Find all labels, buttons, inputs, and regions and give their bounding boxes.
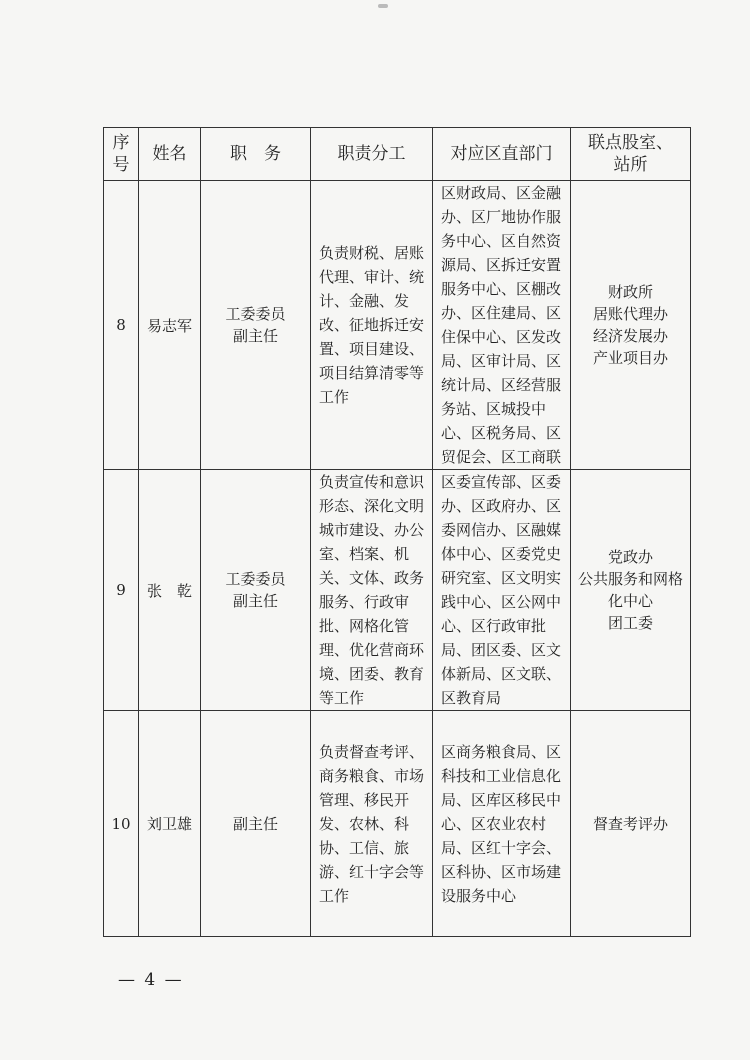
row-liaison: [571, 711, 691, 937]
row-liaison: [571, 181, 691, 470]
liaison-line: 居账代理办: [592, 305, 668, 323]
position-line: 副主任: [232, 814, 278, 833]
row-name: 张 乾: [139, 470, 201, 711]
row-duties: 负责宣传和意识形态、深化文明城市建设、办公室、档案、机关、文体、政务服务、行政审批、网格化管理、优化营商环境、团委、教育等工作: [311, 470, 433, 711]
row-position: [201, 470, 311, 711]
table-row: [104, 470, 691, 711]
row-seq: 8: [104, 181, 139, 470]
scan-artifact: [378, 4, 388, 8]
liaison-line: 督查考评办: [592, 814, 668, 833]
row-position: [201, 711, 311, 937]
liaison-line: 经济发展办: [592, 327, 668, 345]
header-liaison: 联点股室、站所: [571, 128, 691, 181]
position-line: 副主任: [232, 327, 278, 345]
liaison-line: 公共服务和网格化中心: [577, 570, 683, 610]
row-departments: 区委宣传部、区委办、区政府办、区委网信办、区融媒体中心、区委党史研究室、区文明实践中心、区公网中心、区行政审批局、团区委、区文体新局、区文联、区教育局: [433, 470, 571, 711]
row-duties: 负责督查考评、商务粮食、市场管理、移民开发、农林、科协、工信、旅游、红十字会等工作: [311, 711, 433, 937]
page-number: — 4 —: [118, 970, 184, 990]
liaison-line: 团工委: [607, 614, 653, 632]
liaison-line: 财政所: [607, 283, 653, 301]
position-line: 工委委员: [225, 570, 286, 588]
row-name: 易志军: [139, 181, 201, 470]
liaison-line: 党政办: [607, 548, 653, 566]
row-duties: 负责财税、居账代理、审计、统计、金融、发改、征地拆迁安置、项目建设、项目结算清零等工作: [311, 181, 433, 470]
table-row: [104, 181, 691, 470]
header-position: 职 务: [201, 128, 311, 181]
row-name: 刘卫雄: [139, 711, 201, 937]
row-departments: 区财政局、区金融办、区厂地协作服务中心、区自然资源局、区拆迁安置服务中心、区棚改办、区住建局、区住保中心、区发改局、区审计局、区统计局、区经营服务站、区城投中心、区税务局、区贸促会、区工商联: [433, 181, 571, 470]
duty-assignment-table: [103, 127, 691, 937]
header-departments: 对应区直部门: [433, 128, 571, 181]
row-seq: 10: [104, 711, 139, 937]
row-liaison: [571, 470, 691, 711]
header-seq: 序号: [104, 128, 139, 181]
header-name: 姓名: [139, 128, 201, 181]
table-header-row: [104, 128, 691, 181]
row-position: [201, 181, 311, 470]
position-line: 工委委员: [225, 305, 286, 323]
liaison-line: 产业项目办: [592, 349, 668, 367]
header-duties: 职责分工: [311, 128, 433, 181]
position-line: 副主任: [232, 592, 278, 610]
row-departments: 区商务粮食局、区科技和工业信息化局、区库区移民中心、区农业农村局、区红十字会、区科协、区市场建设服务中心: [433, 711, 571, 937]
row-seq: 9: [104, 470, 139, 711]
table-row: [104, 711, 691, 937]
